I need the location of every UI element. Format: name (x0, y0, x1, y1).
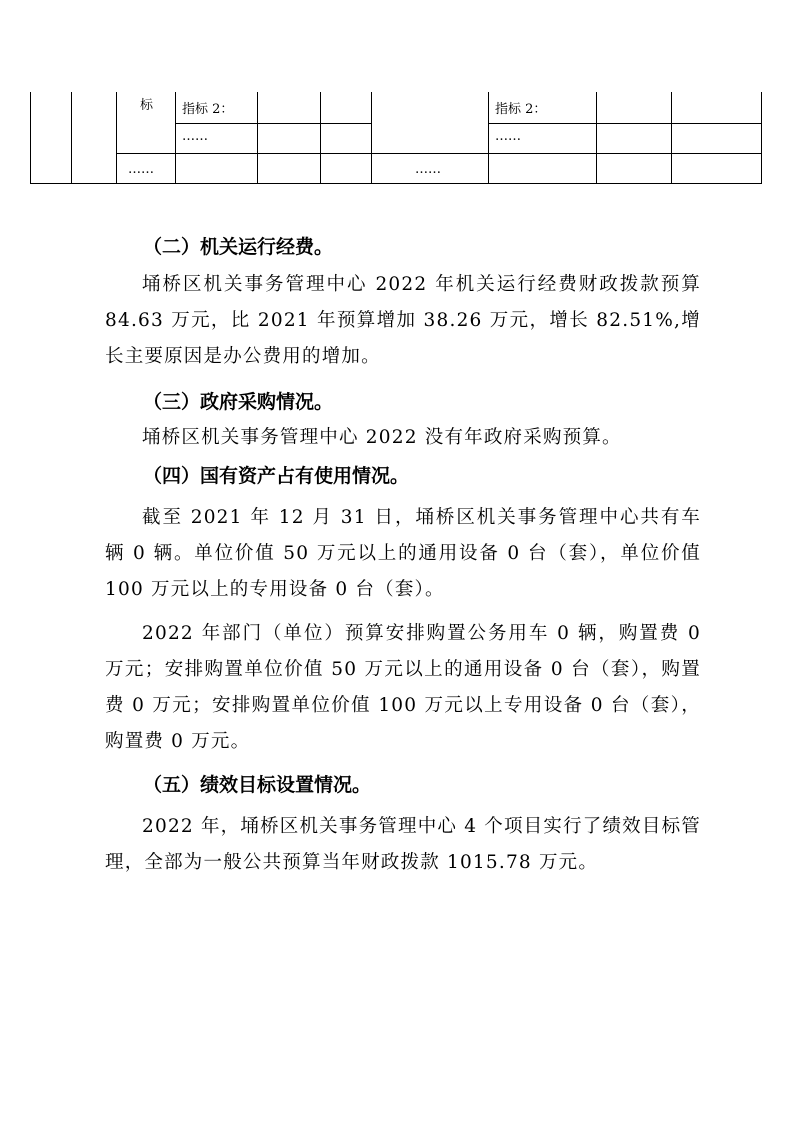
section-paragraph-performance-targets: 2022 年，埇桥区机关事务管理中心 4 个项目实行了绩效目标管理，全部为一般公共预算当年财政拨款 1015.78 万元。 (105, 816, 701, 873)
ellipsis-left-row: …… (128, 162, 154, 177)
section-heading-state-assets: （四）国有资产占有使用情况。 (143, 465, 410, 487)
section-paragraph-operating-expenses: 埇桥区机关事务管理中心 2022 年机关运行经费财政拨款预算 84.63 万元，比 2021 年预算增加 38.26 万元，增长 82.51%,增长主要原因是办公费用的增加。 (105, 274, 701, 367)
ellipsis-right-inner: …… (495, 129, 521, 144)
ellipsis-left-inner: …… (182, 129, 208, 144)
section-heading-government-procurement: （三）政府采购情况。 (143, 391, 334, 413)
indicator-right-label: 指标 2： (495, 102, 547, 117)
indicator-category-label: 标 (140, 98, 154, 113)
ellipsis-mid-row: …… (415, 162, 441, 177)
table-fragment (30, 92, 762, 184)
section-paragraph-state-assets-1: 截至 2021 年 12 月 31 日，埇桥区机关事务管理中心共有车辆 0 辆。单位价值 50 万元以上的通用设备 0 台（套），单位价值 100 万元以上的专用设备 0 台（套）。 (105, 507, 701, 600)
section-heading-operating-expenses: （二）机关运行经费。 (143, 236, 334, 258)
section-heading-performance-targets: （五）绩效目标设置情况。 (143, 774, 372, 796)
section-paragraph-government-procurement: 埇桥区机关事务管理中心 2022 没有年政府采购预算。 (142, 427, 622, 448)
indicator-left-label: 指标 2： (182, 102, 234, 117)
section-paragraph-state-assets-2: 2022 年部门（单位）预算安排购置公务用车 0 辆，购置费 0 万元；安排购置单位价值 50 万元以上的通用设备 0 台（套），购置费 0 万元；安排购置单位价值 100 万元以上专用设备 0 台（套），购置费 0 万元。 (105, 623, 701, 752)
